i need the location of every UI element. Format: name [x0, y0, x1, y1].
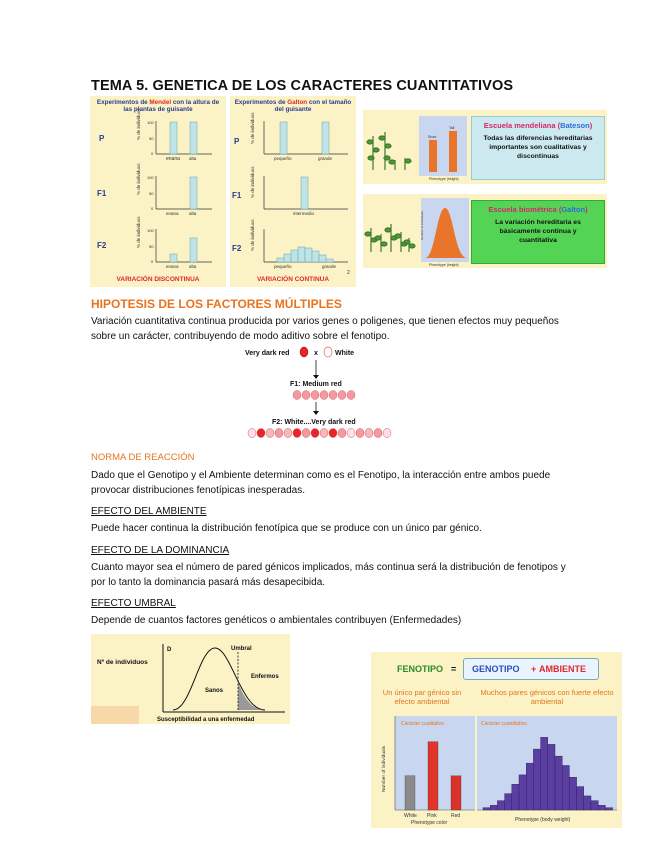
left-bar-white [405, 776, 415, 810]
biometric-school-figure [363, 194, 607, 268]
section-multiple-factors-text: Variación cuantitativa continua producida por varios genes o poligenes, que tienen efectos muy pequeños sobre un carácter, contribuyendo de modo aditivo sobre el fenotipo. [91, 316, 559, 342]
svg-text:grande: grande [322, 264, 337, 269]
cross-f2: F2: White....Very dark red [272, 419, 356, 426]
right-caption: Muchos pares génicos con fuerte efecto ambiental [480, 688, 614, 706]
fenotipo-word: FENOTIPO [397, 664, 444, 674]
galton-row-p: P [234, 137, 240, 146]
svg-text:Phenotype (height): Phenotype (height) [429, 177, 459, 181]
svg-text:100: 100 [147, 175, 154, 180]
svg-text:0: 0 [151, 151, 154, 156]
mendel-panel [90, 96, 226, 287]
biometric-school-box [471, 200, 605, 264]
section-multiple-factors-heading: HIPOTESIS DE LOS FACTORES MÚLTIPLES [91, 297, 342, 311]
norma-text: Dado que el Genotipo y el Ambiente determinan como es el Fenotipo, la interacción entre ambos puede provocar distribuciones fenotípicas inesperadas. [91, 470, 551, 496]
mendel-school-box [471, 116, 605, 180]
right-bar-9 [541, 737, 548, 810]
ambiente-heading: EFECTO DEL AMBIENTE [91, 506, 207, 517]
mendel-charts [90, 96, 226, 287]
right-chart-title: Carácter cuantitativo [481, 721, 527, 727]
f2-seeds [248, 429, 391, 438]
svg-text:pequeño: pequeño [274, 156, 292, 161]
mendel-school-text: Todas las diferencias hereditarias importantes son cualitativas y discontinuas [483, 135, 593, 160]
threshold-sanos: Sanos [205, 688, 224, 694]
left-bar-red [451, 776, 461, 810]
mendel-f1-x-alta: alta [189, 211, 197, 216]
svg-text:0: 0 [151, 206, 154, 211]
threshold-d: D [167, 647, 172, 653]
right-bar-13 [569, 777, 576, 810]
svg-text:Phenotype (height): Phenotype (height) [429, 263, 459, 267]
left-caption: Un único par génico sin efecto ambiental [382, 688, 462, 706]
ambiente-text: Puede hacer continua la distribución fenotípica que se produce con un único par génico. [91, 523, 482, 534]
svg-text:% de individuos: % de individuos [250, 219, 255, 251]
svg-text:100: 100 [147, 228, 154, 233]
cross-f1: F1: Medium red [290, 381, 342, 388]
fenotipo-charts [371, 652, 622, 828]
f1-seeds [293, 391, 355, 400]
svg-text:50: 50 [149, 191, 154, 196]
threshold-ylabel: Nº de individuos [97, 659, 148, 666]
mendel-ylabel-f2: % de individuos [136, 216, 141, 248]
mendel-p-x-enana: enana [166, 156, 180, 162]
umbral-text: Depende de cuantos factores genéticos o ambientales contribuyen (Enfermedades) [91, 615, 462, 626]
threshold-umbral: Umbral [231, 646, 252, 652]
mendel-row-f1: F1 [97, 189, 107, 198]
mendel-f2-bar-enana [170, 254, 177, 262]
galton-row-f2: F2 [232, 244, 242, 253]
threshold-figure [91, 634, 290, 724]
cross-times: x [314, 350, 318, 357]
mendel-f2-x-alta: alta [189, 264, 197, 269]
svg-text:grande: grande [318, 156, 333, 161]
cross-parent1: Very dark red [245, 350, 290, 357]
mendel-f1-x-enana: enana [166, 211, 179, 216]
mendel-p-bar-enana [170, 122, 177, 154]
mendel-school-figure [363, 110, 607, 184]
mendel-f2-bar-alta [190, 238, 197, 262]
right-bar-2 [490, 805, 497, 810]
svg-text:% de individuos: % de individuos [250, 166, 255, 198]
mendel-f2-x-enana: enana [166, 264, 179, 269]
biometric-school-text: La variación hereditaria es básicamente continua y cuantitativa [495, 219, 581, 244]
biometric-school-heading: Escuela biométrica (Galton) [488, 205, 588, 214]
norma-heading: NORMA DE REACCIÓN [91, 452, 195, 463]
right-bar-3 [497, 801, 504, 810]
galton-panel [230, 96, 356, 287]
galton-footer: VARIACIÓN CONTINUA [256, 276, 330, 283]
right-bar-6 [519, 775, 526, 810]
fenotipo-ylabel: Number of individuals [382, 745, 387, 792]
mendel-row-f2: F2 [97, 241, 107, 250]
seed-dark-red-icon [300, 347, 308, 357]
left-xlabel: Phenotype color [411, 820, 448, 826]
mendel-row-p: P [99, 134, 105, 143]
left-bar-label-red: Red [451, 813, 461, 819]
right-bar-7 [526, 763, 533, 810]
mendel-school-heading: Escuela mendeliana (Bateson) [483, 121, 593, 130]
left-bar-label-pink: Pink [427, 813, 437, 819]
right-xlabel: Phenotype (body weight) [515, 817, 571, 823]
right-bar-14 [577, 787, 584, 810]
equals-sign: = [451, 664, 457, 674]
galton-row-f1: F1 [232, 191, 242, 200]
svg-text:Number of individuals: Number of individuals [420, 211, 424, 240]
fenotipo-figure [371, 652, 622, 828]
mendel-ylabel-f1: % de individuos [136, 163, 141, 195]
seed-white-icon [324, 347, 332, 357]
right-bar-16 [591, 801, 598, 810]
cross-diagram [230, 343, 410, 443]
mendel-panel-title: Experimentos de Mendel con la altura de las plantas de guisante [96, 99, 220, 113]
right-bar-8 [533, 749, 540, 810]
umbral-heading: EFECTO UMBRAL [91, 598, 176, 609]
threshold-xlabel: Susceptibilidad a una enfermedad [157, 717, 255, 723]
right-bar-15 [584, 796, 591, 810]
left-chart-title: Carácter cualitativo [401, 721, 444, 727]
dominancia-heading: EFECTO DE LA DOMINANCIA [91, 545, 230, 556]
right-bar-12 [562, 765, 569, 810]
cross-parent2: White [335, 350, 355, 357]
right-bar-1 [483, 808, 490, 810]
left-bar-label-white: White [404, 813, 417, 819]
right-bar-17 [598, 805, 605, 810]
mendel-p-bar-alta [190, 122, 197, 154]
right-bar-11 [555, 756, 562, 810]
mendel-ylabel-p: % de individuos [136, 108, 141, 140]
right-bar-5 [512, 784, 519, 810]
dominancia-text: Cuanto mayor sea el número de pared génicos implicados, más continua será la distribución de fenotipos y por lo tanto la dominancia pasará más desapecibida. [91, 562, 566, 588]
svg-text:intermedio: intermedio [293, 211, 315, 216]
right-bar-4 [505, 794, 512, 810]
mendel-p-x-alta: alta [189, 156, 197, 161]
right-bar-10 [548, 744, 555, 810]
svg-text:50: 50 [149, 136, 154, 141]
genotipo-ambiente-box: GENOTIPO + AMBIENTE [463, 658, 599, 680]
galton-panel-title: Experimentos de Galton con el tamaño del guisante [234, 99, 352, 113]
svg-text:Short: Short [428, 135, 437, 139]
svg-text:0: 0 [151, 259, 154, 264]
right-bar-18 [605, 808, 612, 810]
svg-text:% de individuos: % de individuos [250, 112, 255, 144]
threshold-enfermos: Enfermos [251, 674, 279, 680]
mendel-f1-bar-alta [190, 177, 197, 209]
svg-text:2: 2 [347, 270, 350, 276]
left-bar-pink [428, 742, 438, 810]
svg-text:pequeño: pequeño [274, 264, 292, 269]
svg-text:100: 100 [147, 120, 154, 125]
svg-text:50: 50 [149, 244, 154, 249]
galton-charts [230, 96, 356, 287]
mendel-footer: VARIACIÓN DISCONTINUA [116, 276, 200, 283]
svg-text:Tall: Tall [449, 126, 455, 130]
page-title: TEMA 5. GENETICA DE LOS CARACTERES CUANTITATIVOS [91, 78, 514, 94]
